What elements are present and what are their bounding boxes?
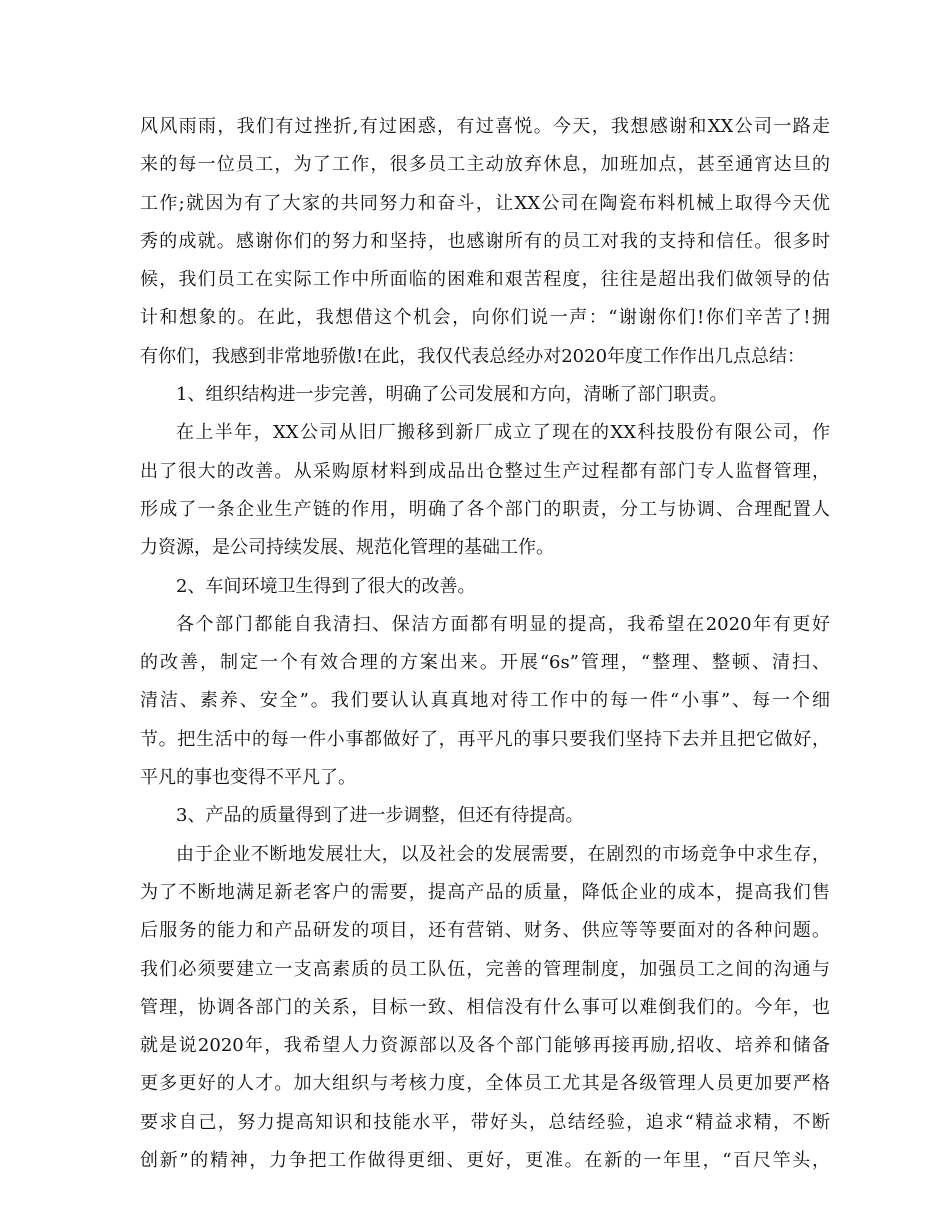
text-line: 出了很大的改善。从采购原材料到成品出仓整过生产过程都有部门专人监督管理， [140,460,830,482]
text-line: 为了不断地满足新老客户的需要，提高产品的质量，降低企业的成本，提高我们售 [140,881,830,903]
text-line: 形成了一条企业生产链的作用，明确了各个部门的职责，分工与协调、合理配置人 [140,498,830,520]
text-line: 1、组织结构进一步完善，明确了公司发展和方向，清晰了部门职责。 [176,384,728,406]
text-line: 候，我们员工在实际工作中所面临的困难和艰苦程度，往往是超出我们做领导的估 [140,269,830,291]
text-line: 后服务的能力和产品研发的项目，还有营销、财务、供应等等要面对的各种问题。 [140,920,830,942]
text-line: 清洁、素养、安全”。我们要认认真真地对待工作中的每一件“小事”、每一个细 [140,690,830,712]
text-line: 平凡的事也变得不平凡了。 [140,767,356,789]
text-line: 工作;就因为有了大家的共同努力和奋斗，让XX公司在陶瓷布料机械上取得今天优 [140,192,830,214]
text-line: 计和想象的。在此，我想借这个机会，向你们说一声：“谢谢你们!你们辛苦了!拥 [140,307,830,329]
document-body [140,108,830,1180]
text-line: 2、车间环境卫生得到了很大的改善。 [176,575,476,597]
text-line: 管理，协调各部门的关系，目标一致、相信没有什么事可以难倒我们的。今年，也 [140,996,830,1018]
text-line: 有你们，我感到非常地骄傲!在此，我仅代表总经办对2020年度工作作出几点总结： [140,345,806,367]
text-line: 就是说2020年，我希望人力资源部以及各个部门能够再接再励,招收、培养和储备 [140,1035,830,1057]
text-line: 风风雨雨，我们有过挫折,有过困惑，有过喜悦。今天，我想感谢和XX公司一路走 [140,116,830,137]
text-line: 要求自己，努力提高知识和技能水平，带好头，总结经验，追求“精益求精，不断 [140,1111,830,1133]
text-line: 我们必须要建立一支高素质的员工队伍，完善的管理制度，加强员工之间的沟通与 [140,958,830,980]
text-line: 秀的成就。感谢你们的努力和坚持，也感谢所有的员工对我的支持和信任。很多时 [140,230,830,252]
text-line: 节。把生活中的每一件小事都做好了，再平凡的事只要我们坚持下去并且把它做好， [140,728,830,750]
text-line: 3、产品的质量得到了进一步调整，但还有待提高。 [176,805,584,827]
text-line: 由于企业不断地发展壮大，以及社会的发展需要，在剧烈的市场竞争中求生存， [176,843,830,865]
text-line: 力资源，是公司持续发展、规范化管理的基础工作。 [140,537,554,559]
text-line: 的改善，制定一个有效合理的方案出来。开展“6s”管理，“整理、整顿、清扫、 [140,652,830,674]
text-line: 来的每一位员工，为了工作，很多员工主动放弃休息，加班加点，甚至通宵达旦的 [140,154,830,176]
text-line: 各个部门都能自我清扫、保洁方面都有明显的提高，我希望在2020年有更好 [176,613,830,635]
text-line: 创新”的精神，力争把工作做得更细、更好，更准。在新的一年里，“百尺竿头， [140,1150,830,1172]
text-line: 在上半年，XX公司从旧厂搬移到新厂成立了现在的XX科技股份有限公司，作 [176,422,830,444]
text-line: 更多更好的人才。加大组织与考核力度，全体员工尤其是各级管理人员更加要严格 [140,1073,830,1095]
